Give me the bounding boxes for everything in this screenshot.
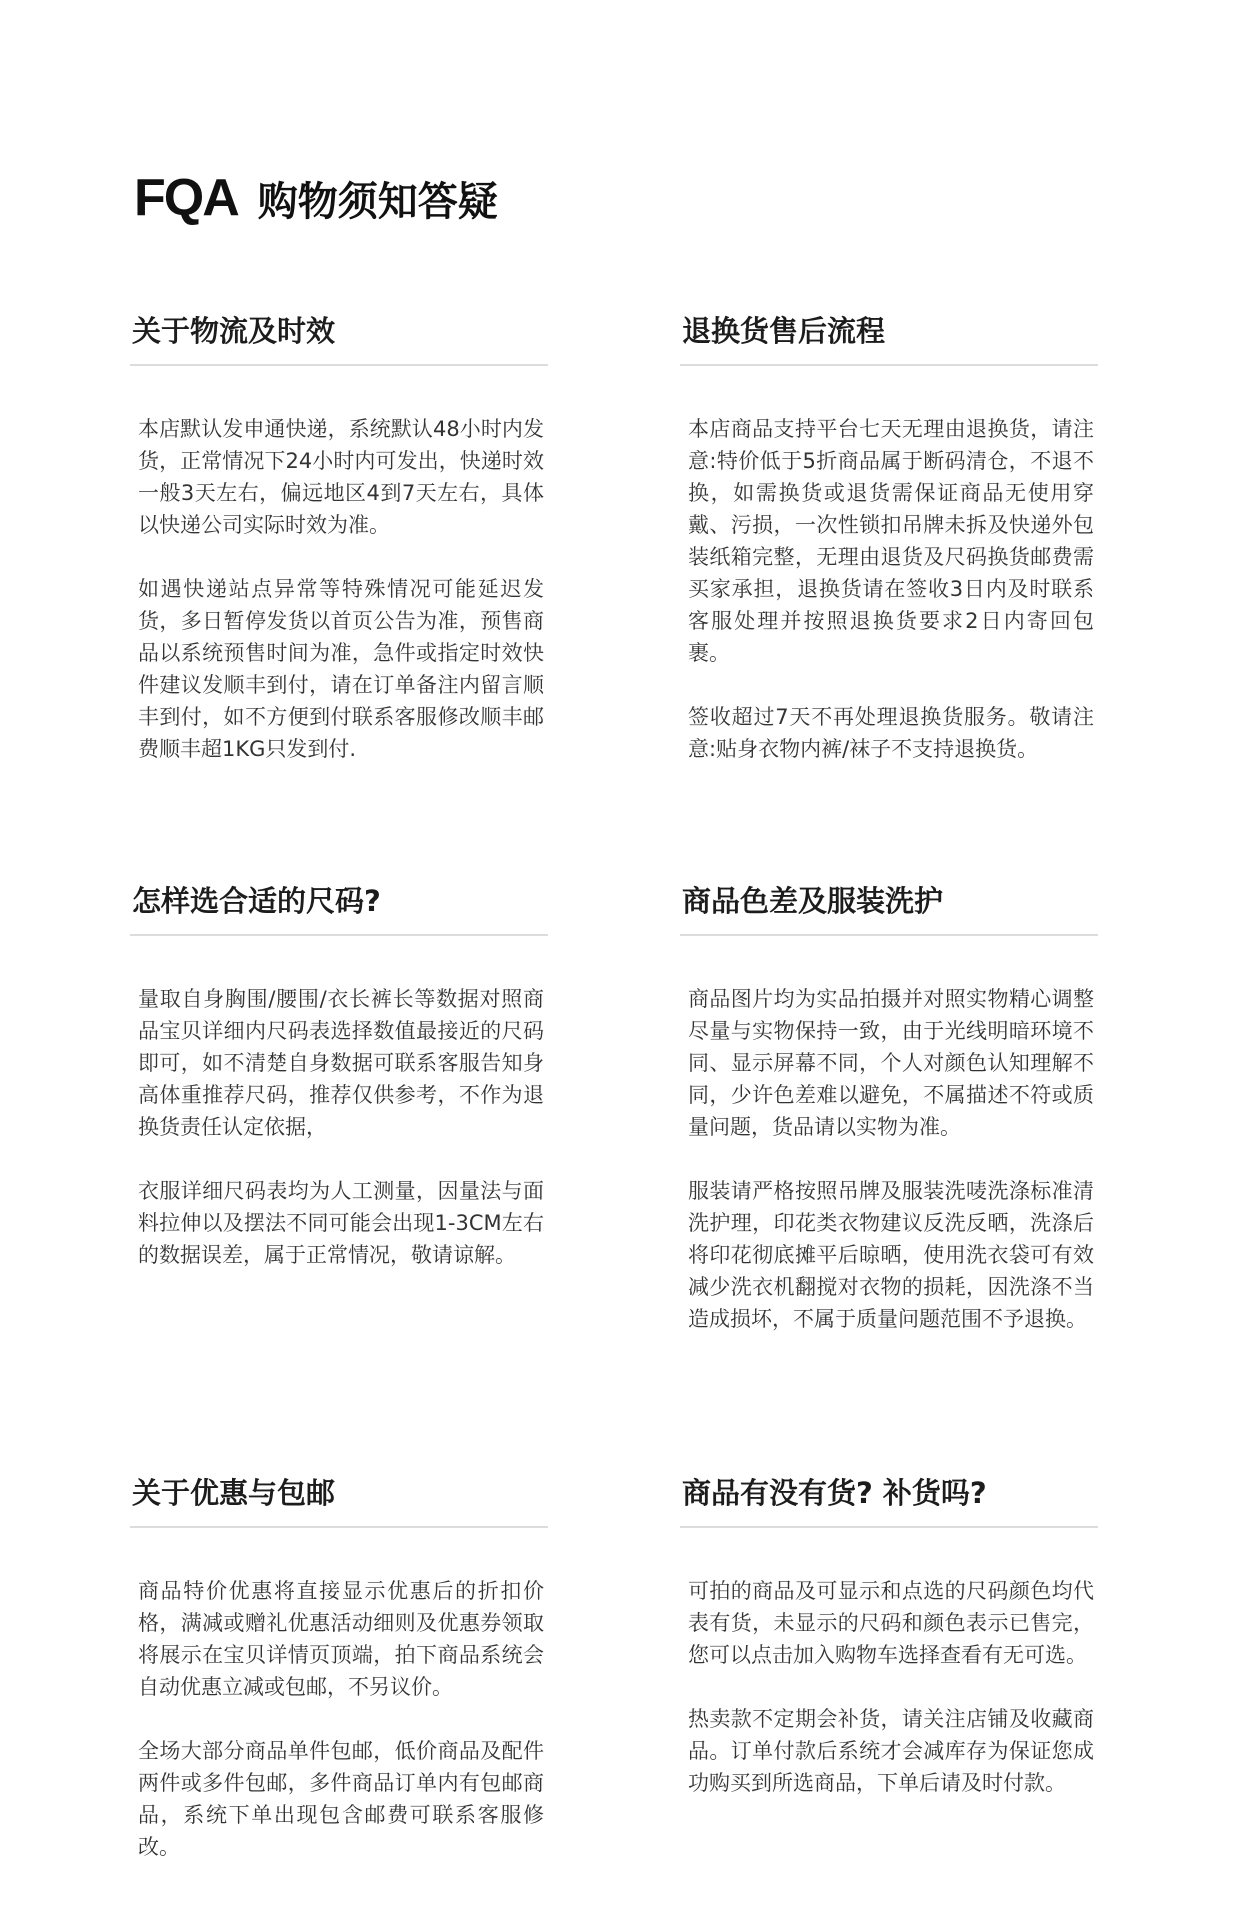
section-paragraph: 热卖款不定期会补货，请关注店铺及收藏商品。订单付款后系统才会减库存为保证您成功购买到所选商品，下单后请及时付款。 [688,1707,1094,1795]
section-body [680,983,1098,1335]
section-paragraph: 如遇快递站点异常等特殊情况可能延迟发货，多日暂停发货以首页公告为准，预售商品以系统预售时间为准，急件或指定时效快件建议发顺丰到付，请在订单备注内留言顺丰到付，如不方便到付联系客服修改顺丰邮费顺丰超1KG只发到付. [138,577,544,761]
page-title: 购物须知答疑 [257,179,498,225]
section-divider [130,364,548,366]
section-heading: 怎样选合适的尺码? [132,884,381,918]
brand-logo: FQA [134,169,238,227]
section-body [130,1575,548,1863]
faq-section-sizing [130,878,548,1271]
page-header [134,168,498,228]
section-divider [130,1526,548,1528]
section-paragraph: 本店默认发申通快递，系统默认48小时内发货，正常情况下24小时内可发出，快递时效一般3天左右，偏远地区4到7天左右，具体以快递公司实际时效为准。 [138,417,544,537]
section-paragraph: 衣服详细尺码表均为人工测量，因量法与面料拉伸以及摆法不同可能会出现1-3CM左右的数据误差，属于正常情况，敬请谅解。 [138,1179,544,1267]
faq-section-color-care [680,878,1098,1335]
faq-section-logistics [130,308,548,765]
section-paragraph: 服装请严格按照吊牌及服装洗唛洗涤标准清洗护理，印花类衣物建议反洗反晒，洗涤后将印花彻底摊平后晾晒，使用洗衣袋可有效减少洗衣机翻搅对衣物的损耗，因洗涤不当造成损坏，不属于质量问题范围不予退换。 [688,1179,1094,1331]
section-body [130,983,548,1271]
section-paragraph: 全场大部分商品单件包邮，低价商品及配件两件或多件包邮，多件商品订单内有包邮商品，系统下单出现包含邮费可联系客服修改。 [138,1739,544,1859]
section-heading: 退换货售后流程 [682,314,886,348]
section-paragraph: 可拍的商品及可显示和点选的尺码颜色均代表有货，未显示的尺码和颜色表示已售完，您可以点击加入购物车选择查看有无可选。 [688,1579,1094,1667]
section-divider [680,1526,1098,1528]
section-divider [680,934,1098,936]
faq-section-stock [680,1470,1098,1799]
faq-section-returns [680,308,1098,765]
section-paragraph: 签收超过7天不再处理退换货服务。敬请注意:贴身衣物内裤/袜子不支持退换货。 [688,705,1094,761]
section-divider [680,364,1098,366]
section-heading: 关于物流及时效 [132,314,336,348]
section-body [130,413,548,765]
section-paragraph: 本店商品支持平台七天无理由退换货，请注意:特价低于5折商品属于断码清仓，不退不换，如需换货或退货需保证商品无使用穿戴、污损，一次性锁扣吊牌未拆及快递外包装纸箱完整，无理由退货及尺码换货邮费需买家承担，退换货请在签收3日内及时联系客服处理并按照退换货要求2日内寄回包裹。 [688,417,1094,665]
section-heading: 关于优惠与包邮 [132,1476,336,1510]
section-divider [130,934,548,936]
section-paragraph: 商品特价优惠将直接显示优惠后的折扣价格，满减或赠礼优惠活动细则及优惠券领取将展示在宝贝详情页顶端，拍下商品系统会自动优惠立减或包邮，不另议价。 [138,1579,544,1699]
section-heading: 商品色差及服装洗护 [682,884,944,918]
section-paragraph: 商品图片均为实品拍摄并对照实物精心调整尽量与实物保持一致，由于光线明暗环境不同、显示屏幕不同，个人对颜色认知理解不同，少许色差难以避免，不属描述不符或质量问题，货品请以实物为准。 [688,987,1094,1139]
section-body [680,413,1098,765]
section-heading: 商品有没有货? 补货吗? [682,1476,987,1510]
section-paragraph: 量取自身胸围/腰围/衣长裤长等数据对照商品宝贝详细内尺码表选择数值最接近的尺码即可，如不清楚自身数据可联系客服告知身高体重推荐尺码，推荐仅供参考，不作为退换货责任认定依据， [138,987,544,1139]
section-body [680,1575,1098,1799]
faq-section-discounts [130,1470,548,1863]
